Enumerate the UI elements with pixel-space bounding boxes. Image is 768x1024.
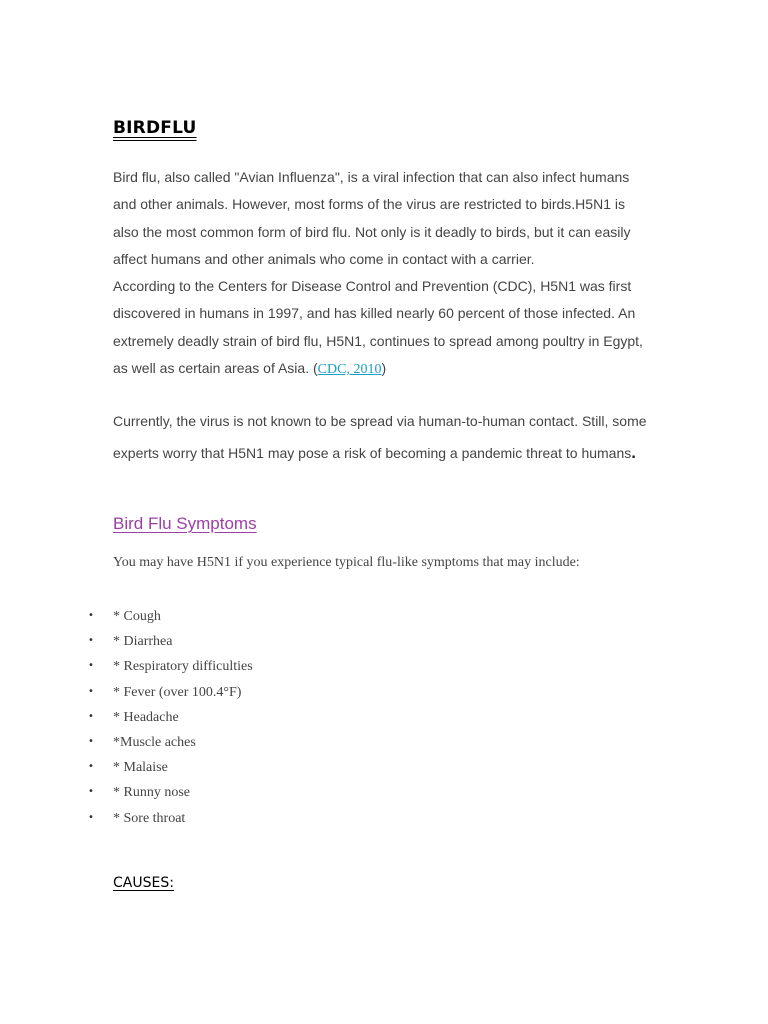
- end-period: .: [631, 443, 636, 462]
- bullet-icon: •: [88, 635, 94, 647]
- symptom-text: * Cough: [113, 609, 161, 624]
- paragraph-line: discovered in humans in 1997, and has killed nearly 60 percent of those infected. An: [113, 305, 636, 322]
- symptom-text: *Muscle aches: [113, 734, 196, 750]
- list-item: [88, 628, 253, 653]
- paragraph-line: also the most common form of bird flu. Not only is it deadly to birds, but it can easily: [113, 223, 631, 240]
- list-item: [88, 603, 253, 628]
- paragraph-line-with-reference: [113, 355, 658, 382]
- bullet-icon: •: [88, 786, 94, 798]
- list-item: [88, 679, 253, 704]
- symptom-text: * Runny nose: [113, 785, 190, 801]
- list-item: [88, 729, 253, 754]
- bullet-icon: •: [88, 610, 94, 621]
- bullet-icon: •: [88, 660, 94, 672]
- symptom-text: * Malaise: [113, 760, 168, 776]
- symptom-text: * Diarrhea: [113, 634, 173, 650]
- reference-suffix: ): [381, 360, 387, 377]
- list-item: [88, 754, 253, 779]
- symptoms-heading: Bird Flu Symptoms: [113, 514, 257, 533]
- symptoms-list: [88, 603, 253, 830]
- list-item: [88, 704, 253, 729]
- pandemic-line-text: experts worry that H5N1 may pose a risk of becoming a pandemic threat to humans: [113, 445, 632, 461]
- paragraph-line: and other animals. However, most forms of the virus are restricted to birds.H5N1 is: [113, 196, 625, 213]
- paragraph-line: [113, 437, 658, 468]
- paragraph-line: According to the Centers for Disease Control and Prevention (CDC), H5N1 was first: [113, 278, 632, 295]
- bullet-icon: •: [88, 685, 94, 697]
- causes-heading: CAUSES:: [113, 875, 174, 891]
- paragraph-line: affect humans and other animals who come in contact with a carrier.: [113, 250, 535, 267]
- intro-paragraph: [113, 164, 658, 382]
- symptom-text: * Sore throat: [113, 810, 186, 826]
- bullet-icon: •: [88, 710, 94, 722]
- list-item: [88, 779, 253, 804]
- symptoms-intro: You may have H5N1 if you experience typical flu-like symptoms that may include:: [113, 555, 580, 570]
- paragraph-line: Bird flu, also called "Avian Influenza", is a viral infection that can also infect humans: [113, 169, 630, 185]
- list-item: [88, 653, 253, 678]
- symptom-text: * Respiratory difficulties: [113, 659, 253, 675]
- bullet-icon: •: [88, 761, 94, 773]
- document-title: BIRDFLU: [113, 118, 197, 138]
- symptom-text: * Fever (over 100.4°F): [113, 684, 242, 700]
- paragraph-line: Currently, the virus is not known to be spread via human-to-human contact. Still, some: [113, 413, 647, 429]
- cdc-reference-link[interactable]: CDC, 2010: [317, 362, 382, 378]
- list-item: [88, 805, 253, 830]
- paragraph-line: extremely deadly strain of bird flu, H5N1, continues to spread among poultry in Egypt,: [113, 332, 643, 349]
- symptom-text: * Headache: [113, 709, 179, 725]
- bullet-icon: •: [88, 735, 94, 747]
- pandemic-paragraph: [113, 406, 658, 468]
- bullet-icon: •: [88, 811, 94, 823]
- reference-prefix: as well as certain areas of Asia. (: [113, 360, 318, 377]
